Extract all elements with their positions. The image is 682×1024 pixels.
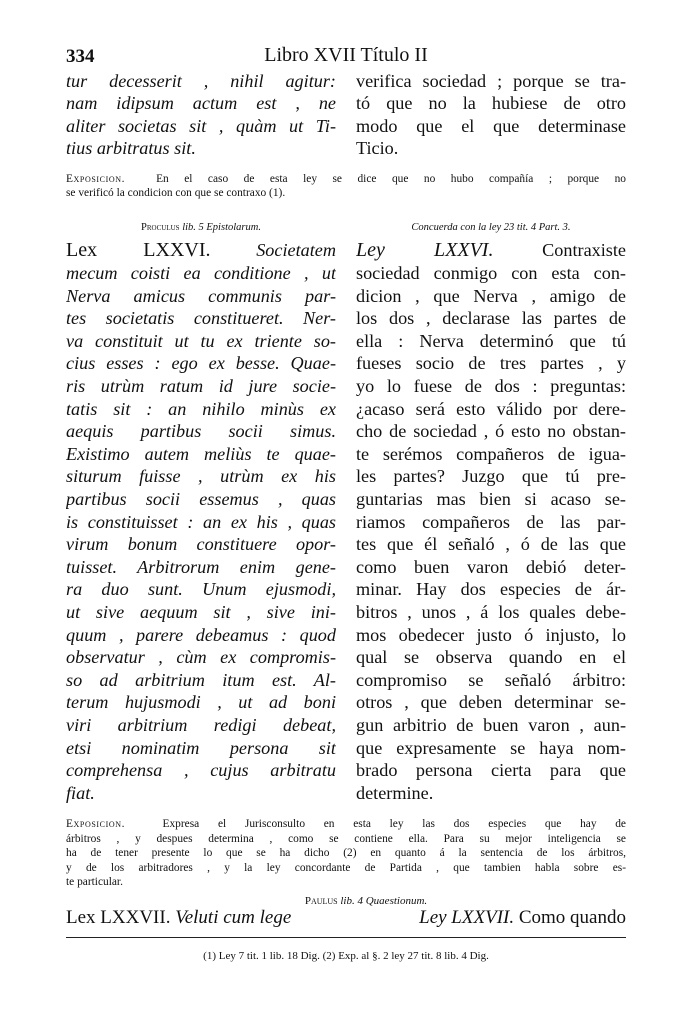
exposition-line: árbitros , y despues determina , como se contiene ella. Para su mejor inteligencia se [66, 832, 626, 845]
spanish-line: que expresamente se haya nom- [356, 737, 626, 758]
book-page [66, 40, 626, 962]
exposition-label: Exposicion. [66, 818, 126, 831]
latin-line: is constituisset : an ex his , quas [66, 511, 336, 532]
latin-line: tur decesserit , nihil agitur: [66, 71, 336, 91]
latin-line: va constituit ut tu ex triente so- [66, 330, 336, 351]
exposition-line: y de los arbitradores , y la ley concordante de Partida , que tambien habla sobre es- [66, 861, 626, 874]
spanish-line: minar. Hay dos especies de ár- [356, 579, 626, 600]
spanish-line: brado persona cierta para que [356, 760, 626, 781]
exposition-2 [66, 817, 626, 889]
law-77-spanish: Ley LXXVII. Como quando [419, 907, 626, 929]
spanish-line: los dos , declarase las partes de [356, 308, 626, 329]
latin-line: so ad arbitrium itum est. Al- [66, 669, 336, 690]
latin-line: ris utrùm ratum id jure socie- [66, 376, 336, 396]
sources-row [66, 222, 626, 233]
latin-line: virum bonum constituere opor- [66, 534, 336, 555]
spanish-line: qual se observa quando en el [356, 647, 626, 668]
source-paulus: Paulus lib. 4 Quaestionum. [304, 895, 428, 908]
latin-line: terum hujusmodi , ut ad boni [66, 692, 336, 713]
spanish-line: determine. [356, 782, 434, 803]
latin-line: etsi nominatim persona sit [66, 737, 336, 758]
latin-line: comprehensa , cujus arbitratu [66, 760, 336, 781]
spanish-line: modo que el que determinase [356, 115, 626, 136]
page-number: 334 [66, 46, 95, 67]
exposition-line: se verificó la condicion con que se contraxo (1). [66, 187, 286, 200]
law-heading-latin: Lex LXXVI. [66, 239, 211, 262]
latin-line: Lex LXXVI. Societatem [66, 239, 336, 262]
footnote-rule [66, 937, 626, 938]
latin-line: cius esses : ego ex besse. Quae- [66, 353, 336, 374]
latin-line: nam idipsum actum est , ne [66, 93, 336, 114]
exposition-line: te particular. [66, 875, 123, 888]
spanish-line: otros , que deben determinar se- [356, 692, 626, 713]
spanish-line: Ticio. [356, 138, 399, 159]
latin-line: Nerva amicus communis par- [66, 285, 336, 306]
law-76 [66, 239, 626, 804]
footnotes: (1) Ley 7 tit. 1 lib. 18 Dig. (2) Exp. al §. 2 ley 27 tit. 8 lib. 4 Dig. [203, 950, 489, 963]
exposition-line: Exposicion. En el caso de esta ley se dice que no hubo compañía ; porque no [66, 172, 626, 185]
latin-line: siturum fuisse , utrùm ex his [66, 466, 336, 487]
spanish-line: mos obedecer justo ó injusto, lo [356, 624, 626, 645]
spanish-line: fueses socio de tres partes , y [356, 353, 626, 374]
source-left: Proculus lib. 5 Epistolarum. [141, 222, 261, 234]
running-title: Libro XVII Título II [264, 44, 428, 66]
latin-line: tius arbitratus sit. [66, 138, 196, 159]
spanish-line: ella : Nerva determinó que tú [356, 330, 626, 351]
law-heading-latin: Lex LXXVII. [66, 907, 171, 929]
spanish-line: ¿acaso será esto válido por dere- [356, 398, 626, 419]
latin-line: quum , parere debeamus : quod [66, 624, 336, 645]
spanish-column-top [356, 70, 626, 160]
spanish-line: gun arbitrio de buen varon , aun- [356, 714, 626, 735]
spanish-line: te serémos compañeros de igua- [356, 443, 626, 464]
law-77-latin: Lex LXXVII. Veluti cum lege [66, 907, 292, 929]
latin-line: observatur , cùm ex compromis- [66, 647, 336, 668]
spanish-line: guntarias mas bien si acaso se- [356, 488, 626, 509]
latin-column-top [66, 70, 336, 160]
latin-line: aequis partibus socii simus. [66, 421, 336, 442]
source-right: Concuerda con la ley 23 tit. 4 Part. 3. [411, 222, 571, 234]
latin-line: tuisset. Arbitrorum enim gene- [66, 556, 336, 577]
spanish-line: dicion , que Nerva , amigo de [356, 285, 626, 306]
latin-line: tatis sit : an nihilo minùs ex [66, 398, 336, 419]
latin-line: Existimo autem meliùs te quae- [66, 443, 336, 464]
latin-line: aliter societas sit , quàm ut Ti- [66, 115, 336, 136]
exposition-1 [66, 172, 626, 201]
latin-column [66, 239, 336, 804]
law-heading-spanish: Ley LXXVI. [356, 239, 494, 262]
exposition-line: Exposicion. Expresa el Jurisconsulto en esta ley las dos especies que hay de [66, 818, 626, 831]
spanish-line: Ley LXXVI. Contraxiste [356, 239, 626, 262]
spanish-line: yo lo fuese de dos : preguntas: [356, 376, 626, 396]
top-continuation [66, 70, 626, 160]
spanish-line: tó que no la hubiese de otro [356, 93, 626, 114]
latin-line: ra duo sunt. Unum ejusmodi, [66, 579, 336, 600]
spanish-line: tes que él señaló , ó de las que [356, 534, 626, 555]
exposition-line: ha de tener presente lo que se ha dicho (2) en quanto á la sentencia de los árbitros, [66, 847, 626, 860]
spanish-line: riamos compañeros de las par- [356, 511, 626, 532]
latin-line: mecum coisti ea conditione , ut [66, 263, 336, 284]
latin-line: fiat. [66, 782, 95, 803]
exposition-label: Exposicion. [66, 172, 126, 185]
latin-line: viri arbitrium redigi debeat, [66, 714, 336, 735]
latin-line: partibus socii essemus , quas [66, 488, 336, 509]
page-header [66, 40, 626, 70]
latin-line: tes societatis constitueret. Ner- [66, 308, 336, 329]
spanish-line: sociedad conmigo con esta con- [356, 263, 626, 284]
law-heading-spanish: Ley LXXVII. [419, 907, 515, 929]
spanish-line: les partes? Juzgo que tú pre- [356, 466, 626, 487]
spanish-line: bitros , unos , á los quales debe- [356, 601, 626, 622]
spanish-line: compromiso se señaló árbitro: [356, 669, 626, 690]
law-77 [66, 907, 626, 929]
latin-line: ut sive aequum sit , sive ini- [66, 601, 336, 622]
spanish-line: como buen varon debió deter- [356, 556, 626, 577]
spanish-line: verifica sociedad ; porque se tra- [356, 71, 626, 91]
spanish-line: cho de sociedad , ó esto no obstan- [356, 421, 626, 442]
spanish-column [356, 239, 626, 804]
